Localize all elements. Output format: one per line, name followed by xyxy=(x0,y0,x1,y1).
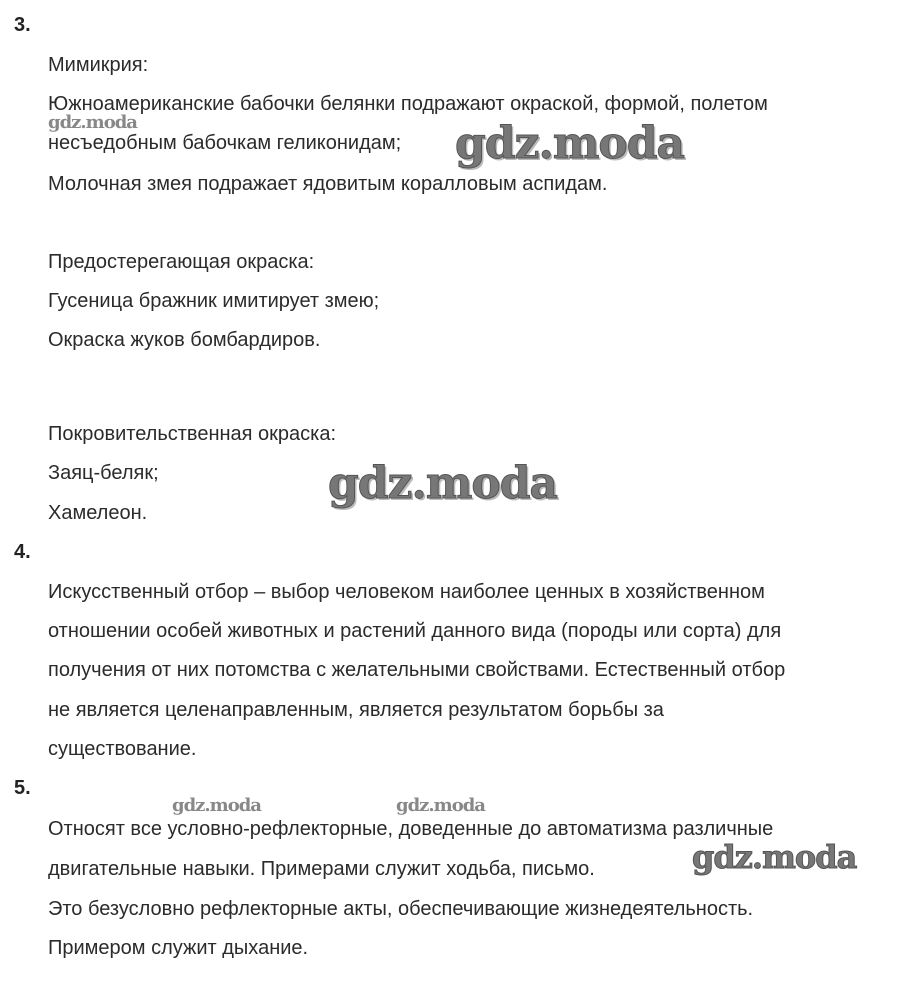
watermark: gdz.moda xyxy=(172,795,261,816)
text-line: получения от них потомства с желательными свойствами. Естественный отбор xyxy=(48,659,786,681)
text-line: Примером служит дыхание. xyxy=(48,937,309,959)
text-line: Южноамериканские бабочки белянки подражают окраской, формой, полетом xyxy=(48,93,768,115)
text-line: не является целенаправленным, является результатом борьбы за xyxy=(48,699,664,721)
text-line: Искусственный отбор – выбор человеком наиболее ценных в хозяйственном xyxy=(48,581,765,603)
watermark: gdz.moda xyxy=(396,795,485,816)
section-number: 4. xyxy=(14,541,31,563)
text-line: Заяц-беляк; xyxy=(48,462,159,484)
text-line: несъедобным бабочкам геликонидам; xyxy=(48,132,402,154)
text-line: Молочная змея подражает ядовитым коралловым аспидам. xyxy=(48,173,608,195)
text-line: Относят все условно-рефлекторные, доведенные до автоматизма различные xyxy=(48,818,774,840)
text-line: существование. xyxy=(48,738,197,760)
text-line: Это безусловно рефлекторные акты, обеспечивающие жизнедеятельность. xyxy=(48,898,754,920)
watermark: gdz.moda xyxy=(328,458,558,509)
text-line: отношении особей животных и растений данного вида (породы или сорта) для xyxy=(48,620,782,642)
section-number: 3. xyxy=(14,14,31,36)
text-line: Предостерегающая окраска: xyxy=(48,251,315,273)
text-line: Гусеница бражник имитирует змею; xyxy=(48,290,380,312)
text-line: Мимикрия: xyxy=(48,54,149,76)
section-number: 5. xyxy=(14,777,31,799)
text-line: Хамелеон. xyxy=(48,502,148,524)
text-line: Покровительственная окраска: xyxy=(48,423,337,445)
text-line: Окраска жуков бомбардиров. xyxy=(48,329,321,351)
watermark: gdz.moda xyxy=(455,118,685,169)
text-line: двигательные навыки. Примерами служит ходьба, письмо. xyxy=(48,858,595,880)
watermark: gdz.moda xyxy=(48,112,137,133)
watermark: gdz.moda xyxy=(692,838,857,876)
